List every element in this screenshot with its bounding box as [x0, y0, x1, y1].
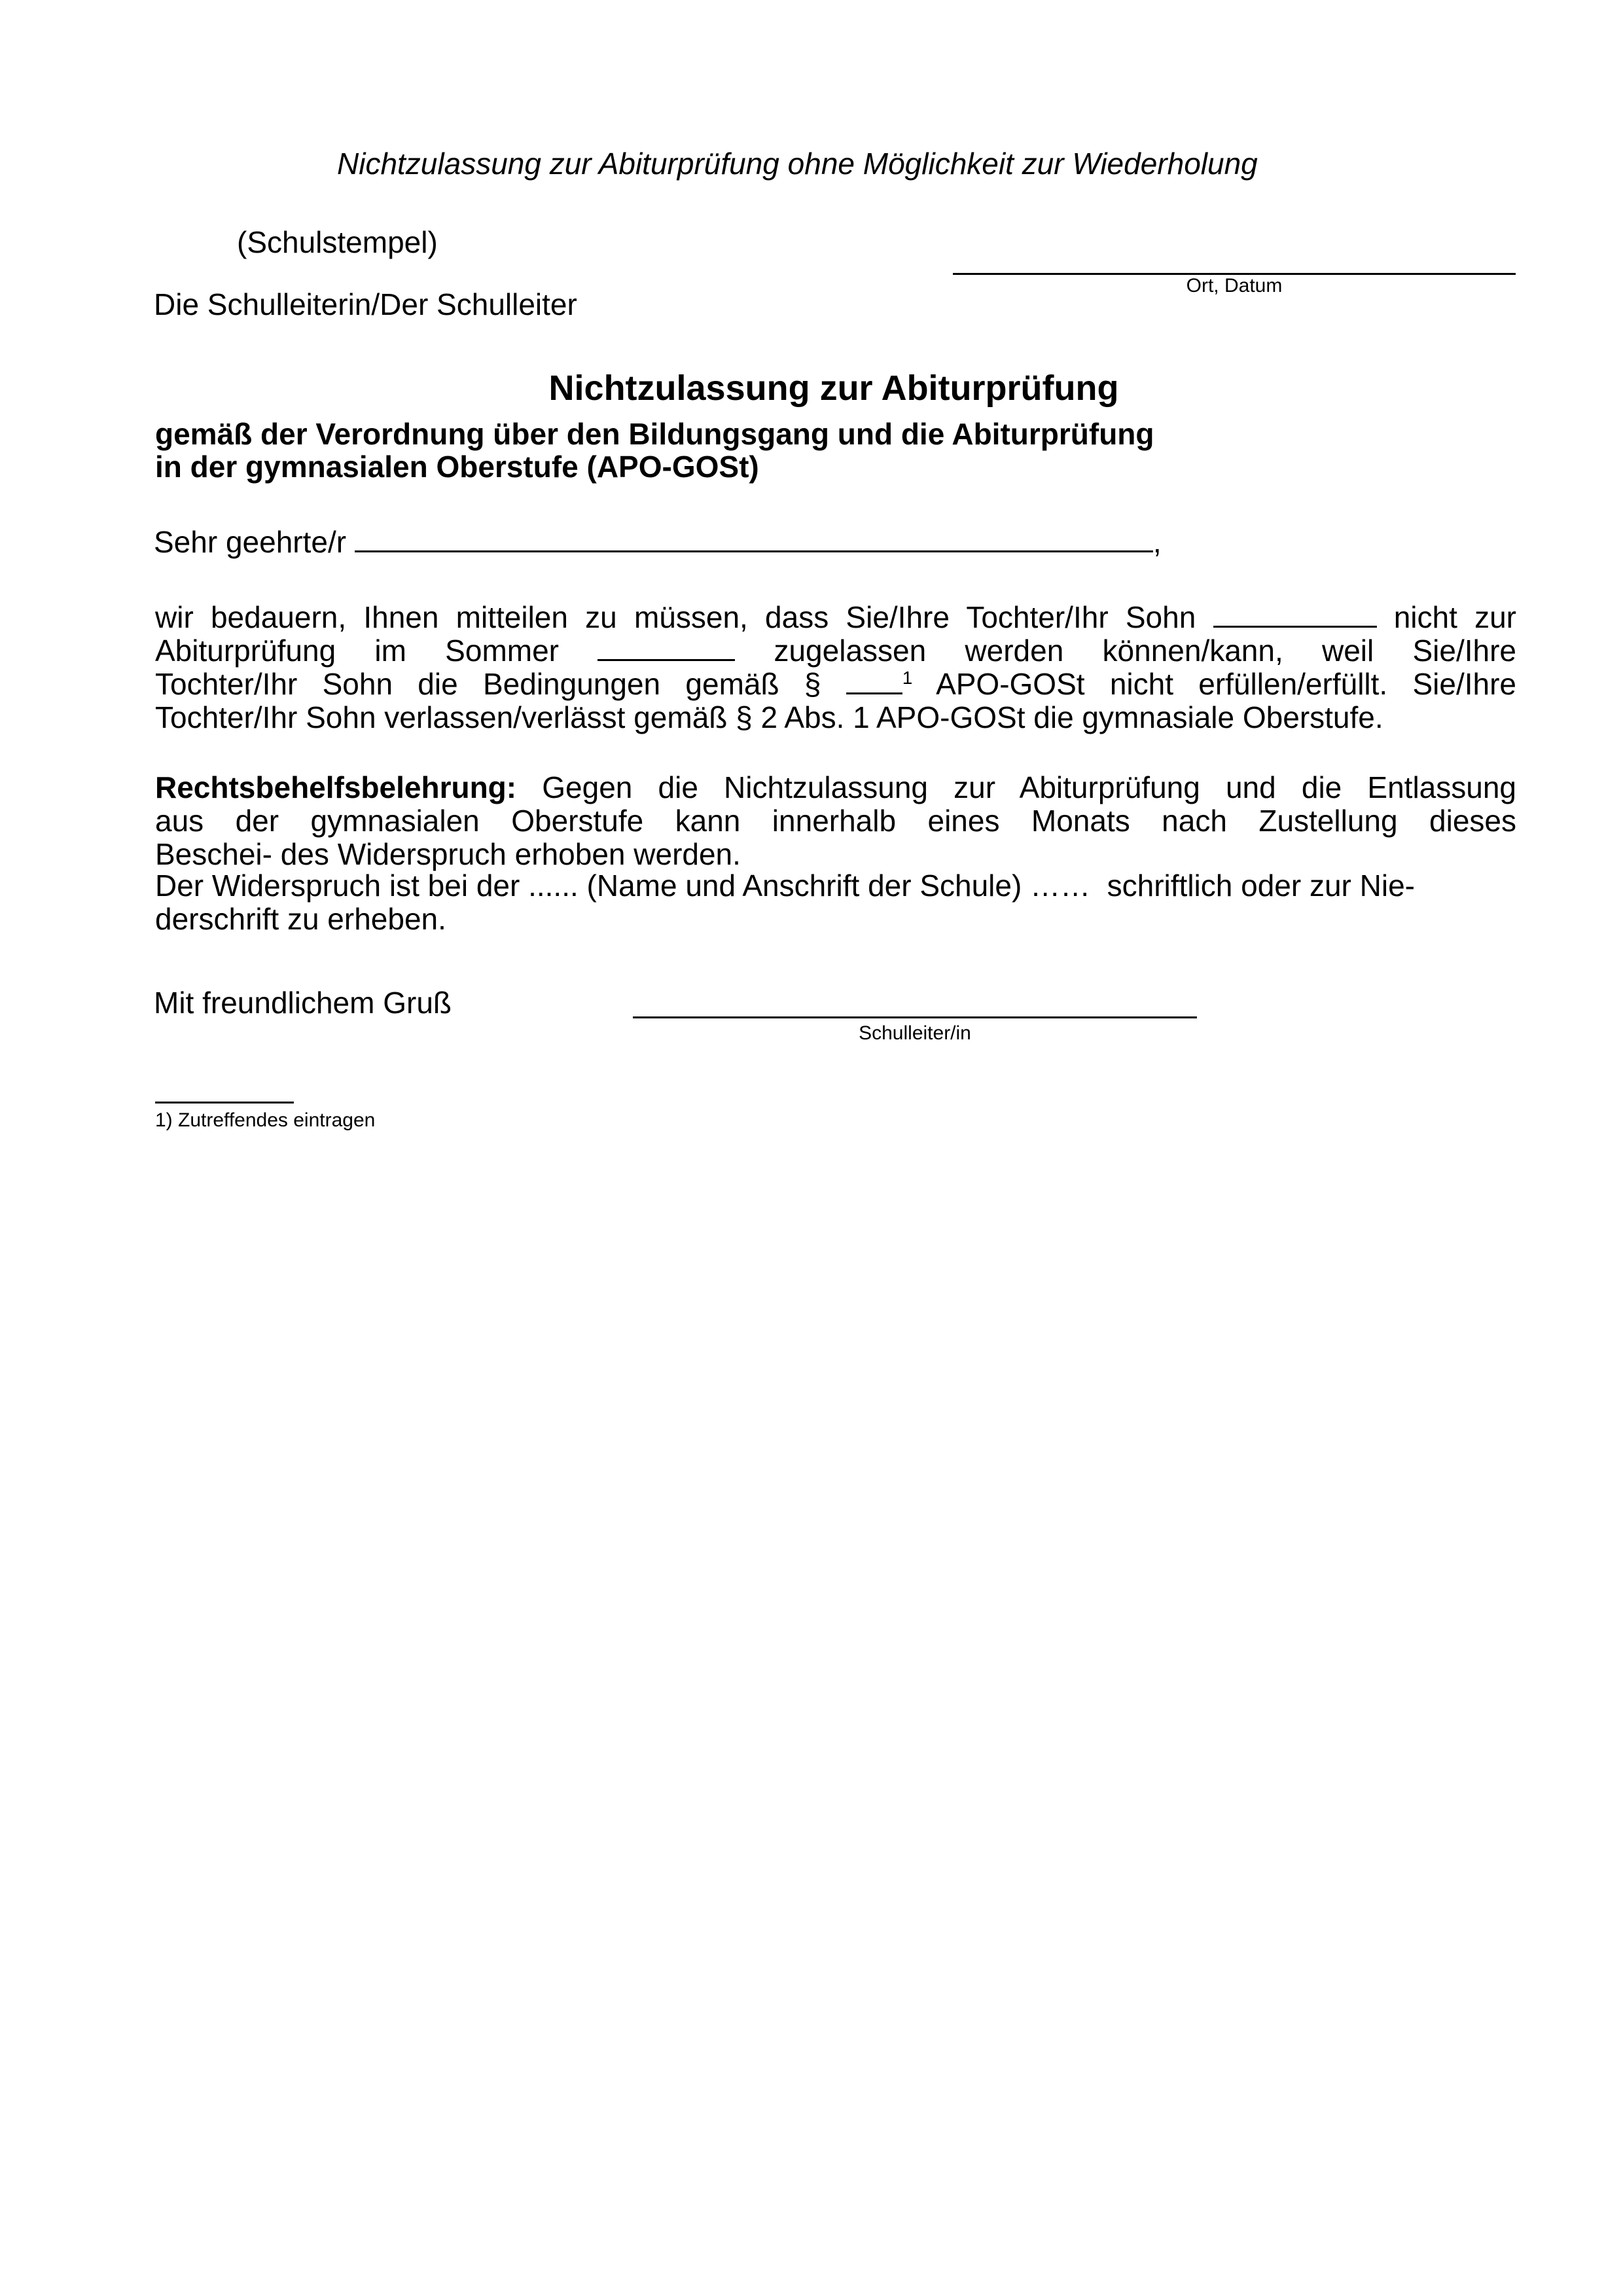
date-label: Ort, Datum	[1186, 275, 1283, 296]
notice-line-1	[155, 601, 1516, 634]
year-blank	[597, 634, 735, 661]
legal-text-1: Gegen die Nichtzulassung zur Abiturprüfung und die Entlassung	[542, 770, 1517, 804]
student-name-blank	[1213, 601, 1377, 628]
page-title: Nichtzulassung zur Abiturprüfung	[548, 368, 1119, 408]
notice-line-3	[155, 668, 1516, 701]
footnote-separator	[155, 1102, 294, 1103]
objection-paragraph	[155, 869, 1516, 936]
notice-line-2	[155, 634, 1516, 668]
subtitle-line-1: gemäß der Verordnung über den Bildungsgang und die Abiturprüfung	[155, 417, 1154, 451]
notice-text-1a: wir bedauern, Ihnen mitteilen zu müssen, dass Sie/Ihre Tochter/Ihr Sohn	[155, 600, 1196, 634]
school-stamp-placeholder: (Schulstempel)	[237, 225, 438, 259]
sender-line: Die Schulleiterin/Der Schulleiter	[154, 287, 577, 321]
recipient-name-blank	[355, 526, 1153, 552]
notice-text-1b: nicht zur	[1393, 600, 1516, 634]
notice-line-4: Tochter/Ihr Sohn verlassen/verlässt gemäß § 2 Abs. 1 APO-GOSt die gymnasiale Oberstufe.	[155, 700, 1383, 734]
legal-remedy-paragraph	[155, 771, 1516, 871]
notice-text-3b: APO-GOSt nicht erfüllen/erfüllt. Sie/Ihre	[936, 667, 1517, 701]
notice-text-2b: zugelassen werden können/kann, weil Sie/Ihre	[774, 634, 1516, 668]
subtitle-line-2: in der gymnasialen Oberstufe (APO-GOSt)	[155, 450, 759, 484]
document-header-title: Nichtzulassung zur Abiturprüfung ohne Möglichkeit zur Wiederholung	[337, 147, 1258, 181]
page-subtitle	[155, 418, 1154, 483]
legal-line-2: aus der gymnasialen Oberstufe kann innerhalb eines Monats nach Zustellung dieses	[155, 804, 1516, 838]
legal-line-3: Beschei- des Widerspruch erhoben werden.	[155, 837, 741, 871]
salutation	[154, 524, 1162, 560]
notice-text-2a: Abiturprüfung im Sommer	[155, 634, 559, 668]
legal-remedy-label: Rechtsbehelfsbelehrung:	[155, 770, 517, 804]
notice-text-3a: Tochter/Ihr Sohn die Bedingungen gemäß §	[155, 667, 821, 701]
signature-label: Schulleiter/in	[859, 1022, 971, 1044]
principal-signature-line	[633, 1016, 1197, 1018]
closing-greeting: Mit freundlichem Gruß	[154, 986, 452, 1020]
legal-line-1	[155, 771, 1516, 804]
footnote-marker: 1	[902, 668, 913, 688]
footnote: 1) Zutreffendes eintragen	[155, 1109, 376, 1131]
objection-line-1: Der Widerspruch ist bei der ...... (Name und Anschrift der Schule) …… schriftlich oder zur Nie-	[155, 869, 1415, 903]
paragraph-number-blank	[846, 668, 902, 694]
salutation-prefix: Sehr geehrte/r	[154, 525, 347, 559]
salutation-comma: ,	[1152, 525, 1162, 559]
notice-paragraph	[155, 601, 1516, 734]
objection-line-2: derschrift zu erheben.	[155, 902, 446, 936]
